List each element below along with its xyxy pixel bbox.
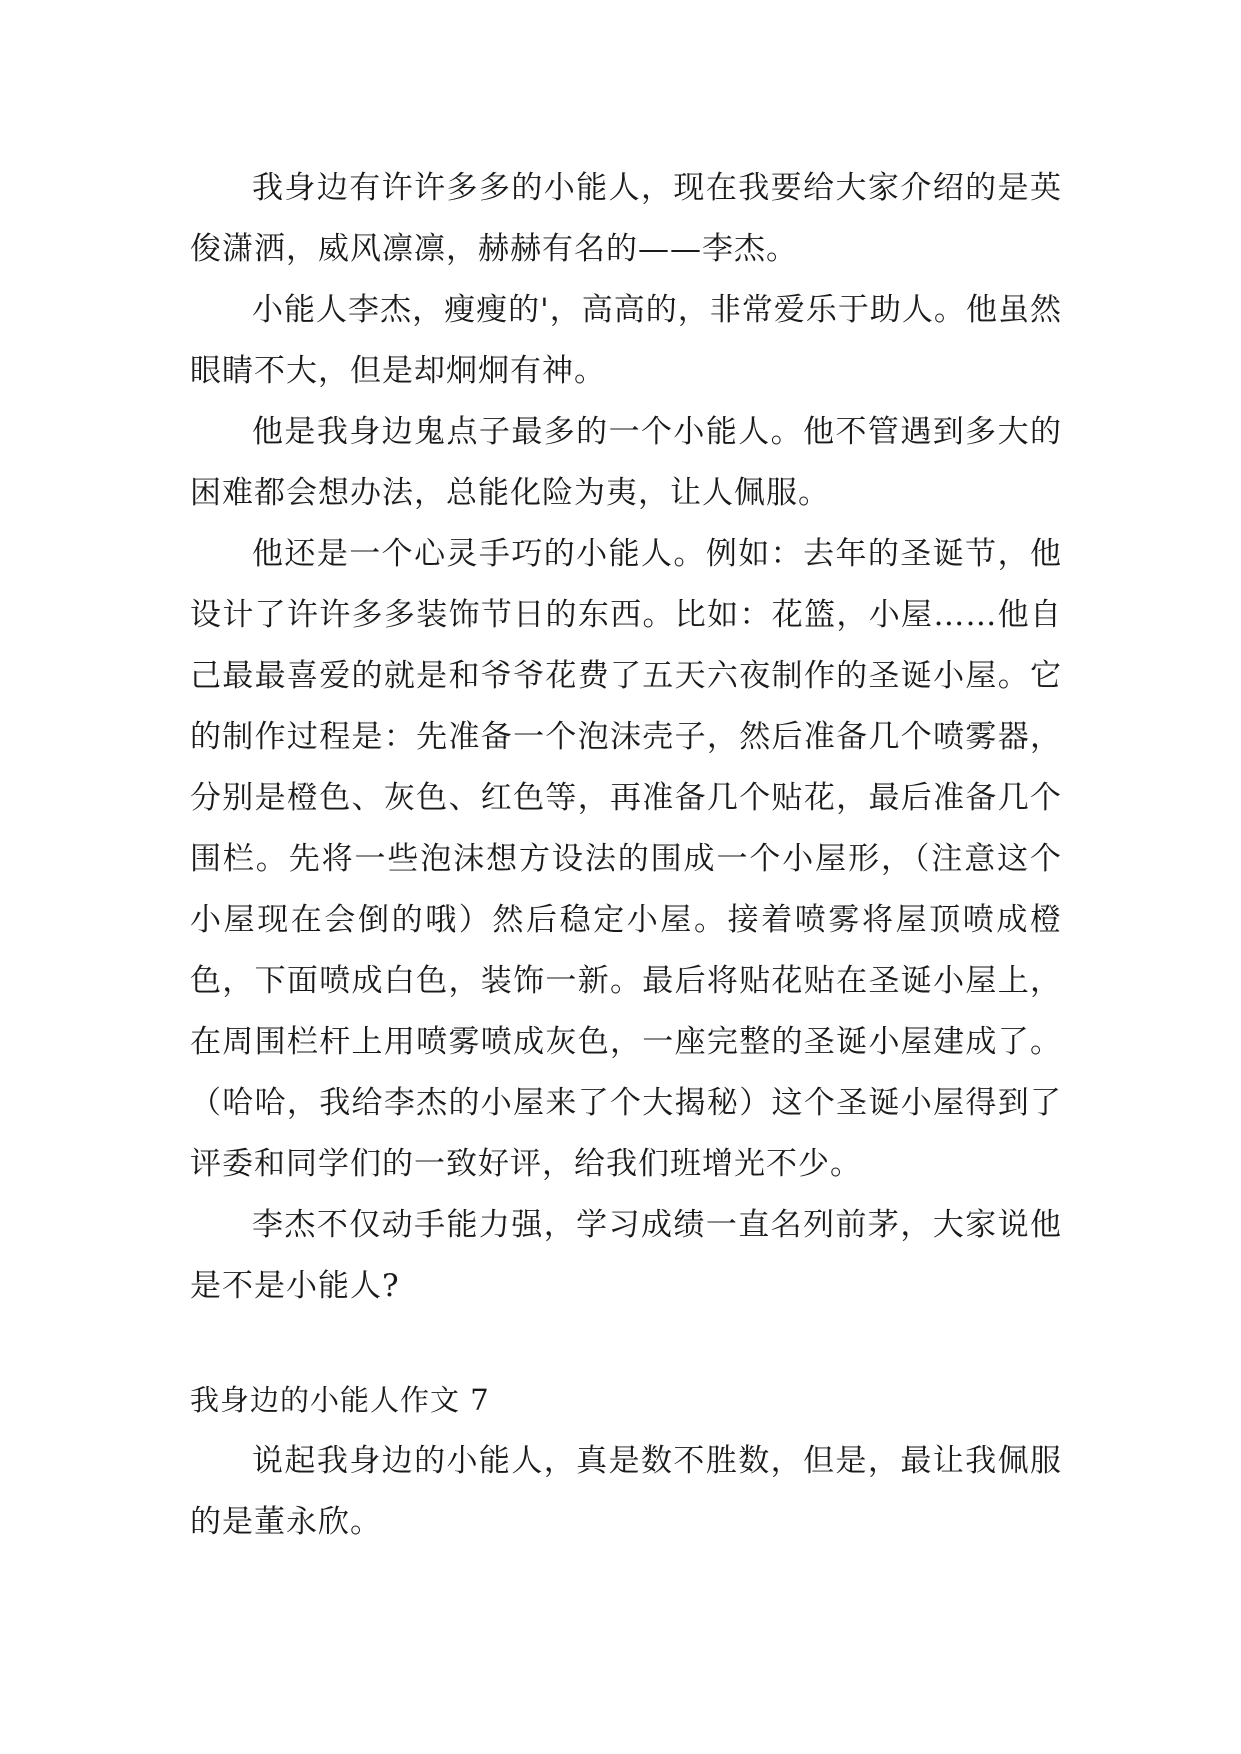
- document-body: [190, 158, 1062, 1553]
- paragraph-conclusion: 李杰不仅动手能力强，学习成绩一直名列前茅，大家说他是不是小能人?: [190, 1207, 1062, 1304]
- essay-heading: 我身边的小能人作文 7: [190, 1383, 490, 1417]
- paragraph-intro: 我身边有许许多多的小能人，现在我要给大家介绍的是英俊潇洒，威风凛凛，赫赫有名的——李杰。: [190, 170, 1062, 267]
- paragraph-appearance: 小能人李杰，瘦瘦的'，高高的，非常爱乐于助人。他虽然眼睛不大，但是却炯炯有神。: [190, 292, 1062, 389]
- paragraph-christmas-house: 他还是一个心灵手巧的小能人。例如：去年的圣诞节，他设计了许许多多装饰节日的东西。比如：花篮，小屋……他自己最最喜爱的就是和爷爷花费了五天六夜制作的圣诞小屋。它的制作过程是：先准备一个泡沫壳子，然后准备几个喷雾器，分别是橙色、灰色、红色等，再准备几个贴花，最后准备几个围栏。先将一些泡沫想方设法的围成一个小屋形，（注意这个小屋现在会倒的哦）然后稳定小屋。接着喷雾将屋顶喷成橙色，下面喷成白色，装饰一新。最后将贴花贴在圣诞小屋上，在周围栏杆上用喷雾喷成灰色，一座完整的圣诞小屋建成了。（哈哈，我给李杰的小屋来了个大揭秘）这个圣诞小屋得到了评委和同学们的一致好评，给我们班增光不少。: [190, 536, 1062, 1182]
- paragraph-essay7-intro: 说起我身边的小能人，真是数不胜数，但是，最让我佩服的是董永欣。: [190, 1443, 1062, 1540]
- paragraph-ideas: 他是我身边鬼点子最多的一个小能人。他不管遇到多大的困难都会想办法，总能化险为夷，让人佩服。: [190, 414, 1062, 511]
